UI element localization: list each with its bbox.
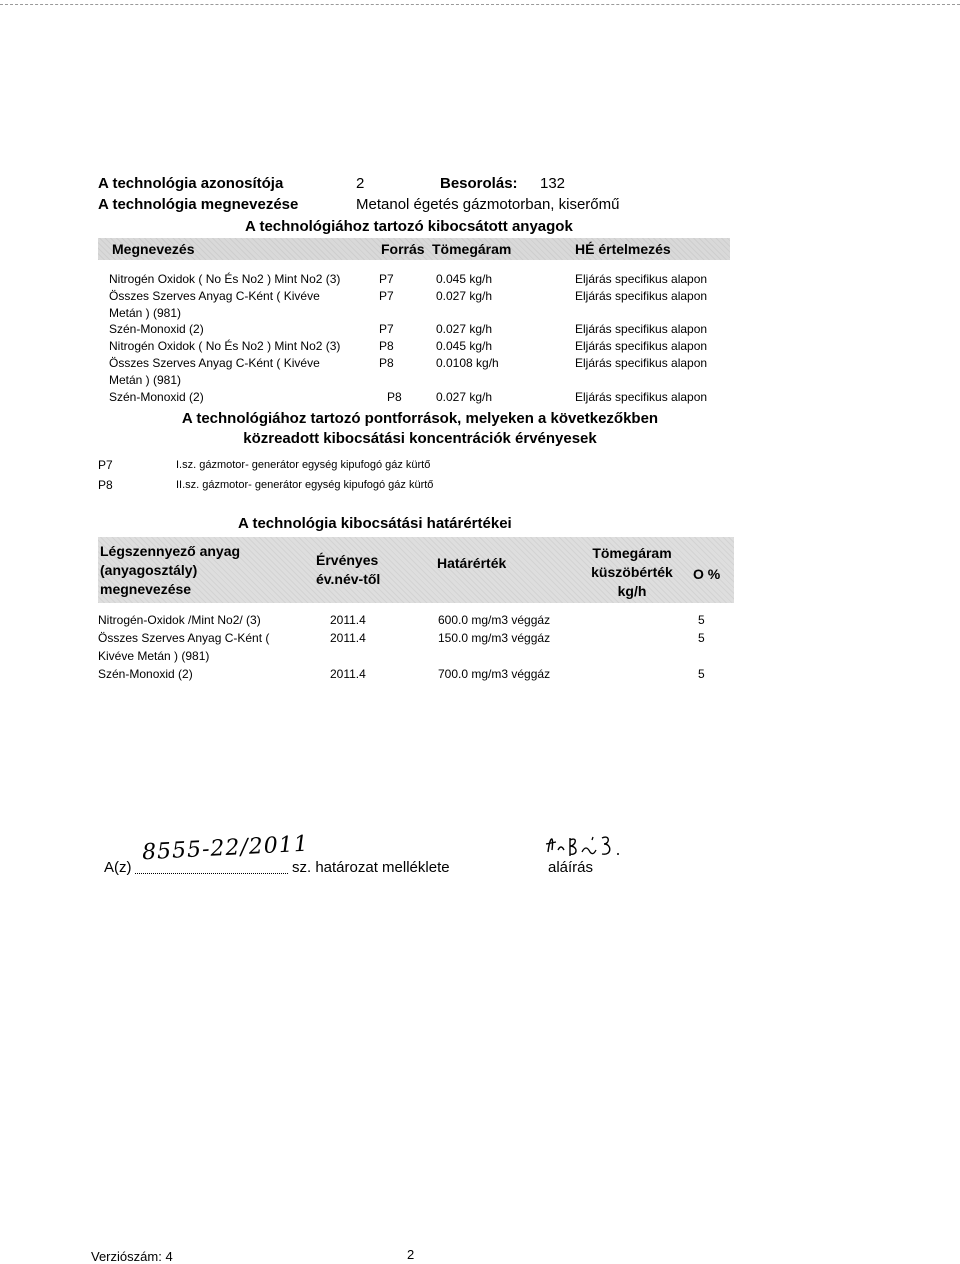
signature-label: aláírás (548, 859, 594, 876)
col-hatarertek: Határérték (437, 555, 507, 571)
limits-title: A technológia kibocsátási határértékei (238, 515, 512, 532)
scan-top-border (0, 4, 960, 9)
col-ervenyes: Érvényes év.név-től (316, 552, 381, 587)
point-source-code: P7 (98, 458, 113, 472)
col-he-ertelmezes: HÉ értelmezés (575, 241, 671, 257)
point-source-code: P8 (98, 478, 113, 492)
azonosito-value: 2 (356, 175, 365, 192)
az-prefix: A(z) (104, 859, 132, 876)
col-legszennyezo: Légszennyező anyag (anyagosztály) megnevezése (100, 543, 241, 597)
besorolas-value: 132 (540, 175, 566, 192)
besorolas-label: Besorolás: (440, 175, 518, 192)
emissions-title: A technológiához tartozó kibocsátott anyagok (245, 218, 573, 235)
point-source-description: II.sz. gázmotor- generátor egység kipufogó gáz kürtő (176, 479, 434, 491)
col-tomegaram-kuszob: Tömegáram küszöbérték kg/h (591, 545, 673, 599)
resolution-dotted-line (135, 873, 288, 874)
handwritten-resolution-number: 8555-22/2011 (141, 831, 310, 866)
col-megnevezes: Megnevezés (112, 241, 195, 257)
col-forras: Forrás (381, 241, 425, 257)
signature-image (540, 830, 630, 862)
point-source-description: I.sz. gázmotor- generátor egység kipufogó gáz kürtő (176, 459, 431, 471)
version-value: 4 (165, 1249, 173, 1264)
version-label: Verziószám: 4 (91, 1249, 173, 1264)
col-o2: O % (693, 566, 721, 582)
col-tomegaram: Tömegáram (432, 241, 512, 257)
point-sources-title-line2: közreadott kibocsátási koncentrációk érvényesek (243, 430, 597, 447)
azonosito-label: A technológia azonosítója (98, 175, 284, 192)
page-number: 2 (407, 1247, 415, 1262)
point-sources-title-line1: A technológiához tartozó pontforrások, melyeken a következőkben (181, 410, 659, 427)
megnevezes-value: Metanol égetés gázmotorban, kiserőmű (356, 196, 620, 213)
megnevezes-label: A technológia megnevezése (98, 196, 299, 213)
resolution-suffix: sz. határozat melléklete (292, 859, 450, 876)
